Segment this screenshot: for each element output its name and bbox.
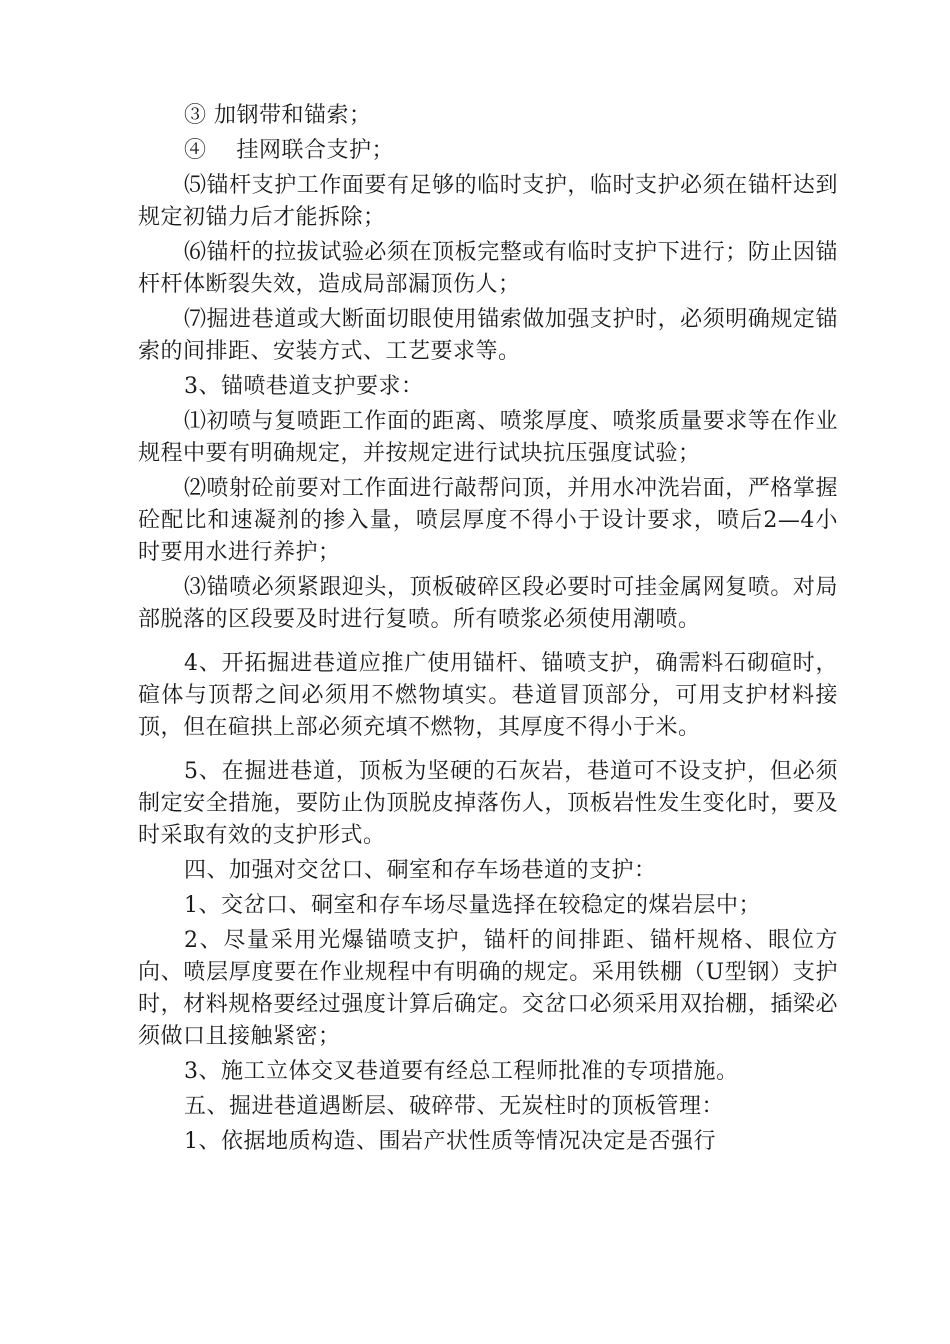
paragraph-development-roadway: 4、开拓掘进巷道应推广使用锚杆、锚喷支护，确需料石砌碹时，碹体与顶帮之间必须用不燃物填实。巷道冒顶部分，可用支护材料接顶，但在碹拱上部必须充填不燃物，其厚度不得小于米。 xyxy=(138,651,838,740)
paragraph-hard-roof: 5、在掘进巷道，顶板为坚硬的石灰岩，巷道可不设支护，但必须制定安全措施，要防止伪顶脱皮掉落伤人，顶板岩性发生变化时，要及时采取有效的支护形式。 xyxy=(138,759,838,848)
heading-shotcrete-requirements: 3、锚喷巷道支护要求： xyxy=(184,374,424,399)
paragraph-junction-location: 1、交岔口、硐室和存车场尽量选择在较稳定的煤岩层中； xyxy=(184,893,761,918)
paragraph-mesh-support: ④ 挂网联合支护； xyxy=(184,138,394,163)
paragraph-initial-spray: ⑴初喷与复喷距工作面的距离、喷浆厚度、喷浆质量要求等在作业规程中要有明确规定，并按规定进行试块抗压强度试验； xyxy=(138,409,838,466)
heading-junction-support: 四、加强对交岔口、硐室和存车场巷道的支护： xyxy=(184,858,657,883)
document-body xyxy=(138,100,838,1158)
paragraph-pull-out-test: ⑹锚杆的拉拔试验必须在顶板完整或有临时支护下进行；防止因锚杆杆体断裂失效，造成局部漏顶伤人； xyxy=(138,240,838,297)
paragraph-temporary-support: ⑸锚杆支护工作面要有足够的临时支护，临时支护必须在锚杆达到规定初锚力后才能拆除； xyxy=(138,173,838,230)
paragraph-follow-heading: ⑶锚喷必须紧跟迎头，顶板破碎区段必要时可挂金属网复喷。对局部脱落的区段要及时进行复喷。所有喷浆必须使用潮喷。 xyxy=(138,575,838,632)
paragraph-geological-structure: 1、依据地质构造、围岩产状性质等情况决定是否强行 xyxy=(184,1129,716,1154)
paragraph-cross-roadway: 3、施工立体交叉巷道要有经总工程师批准的专项措施。 xyxy=(184,1059,739,1084)
heading-fault-roof-management: 五、掘进巷道遇断层、破碎带、无炭柱时的顶板管理： xyxy=(184,1094,725,1119)
paragraph-spray-concrete: ⑵喷射砼前要对工作面进行敲帮问顶，并用水冲洗岩面，严格掌握砼配比和速凝剂的掺入量，喷层厚度不得小于设计要求，喷后2—4小时要用水进行养护； xyxy=(138,476,838,565)
paragraph-anchor-cable-reinforcement: ⑺掘进巷道或大断面切眼使用锚索做加强支护时，必须明确规定锚索的间排距、安装方式、工艺要求等。 xyxy=(138,307,838,364)
paragraph-bolt-shotcrete: 2、尽量采用光爆锚喷支护，锚杆的间排距、锚杆规格、眼位方向、喷层厚度要在作业规程中有明确的规定。采用铁棚（U型钢）支护时，材料规格要经过强度计算后确定。交岔口必须采用双抬棚，插梁必须做口且接触紧密； xyxy=(138,928,838,1049)
paragraph-steel-strip-anchor-cable: ③ 加钢带和锚索； xyxy=(184,103,372,128)
